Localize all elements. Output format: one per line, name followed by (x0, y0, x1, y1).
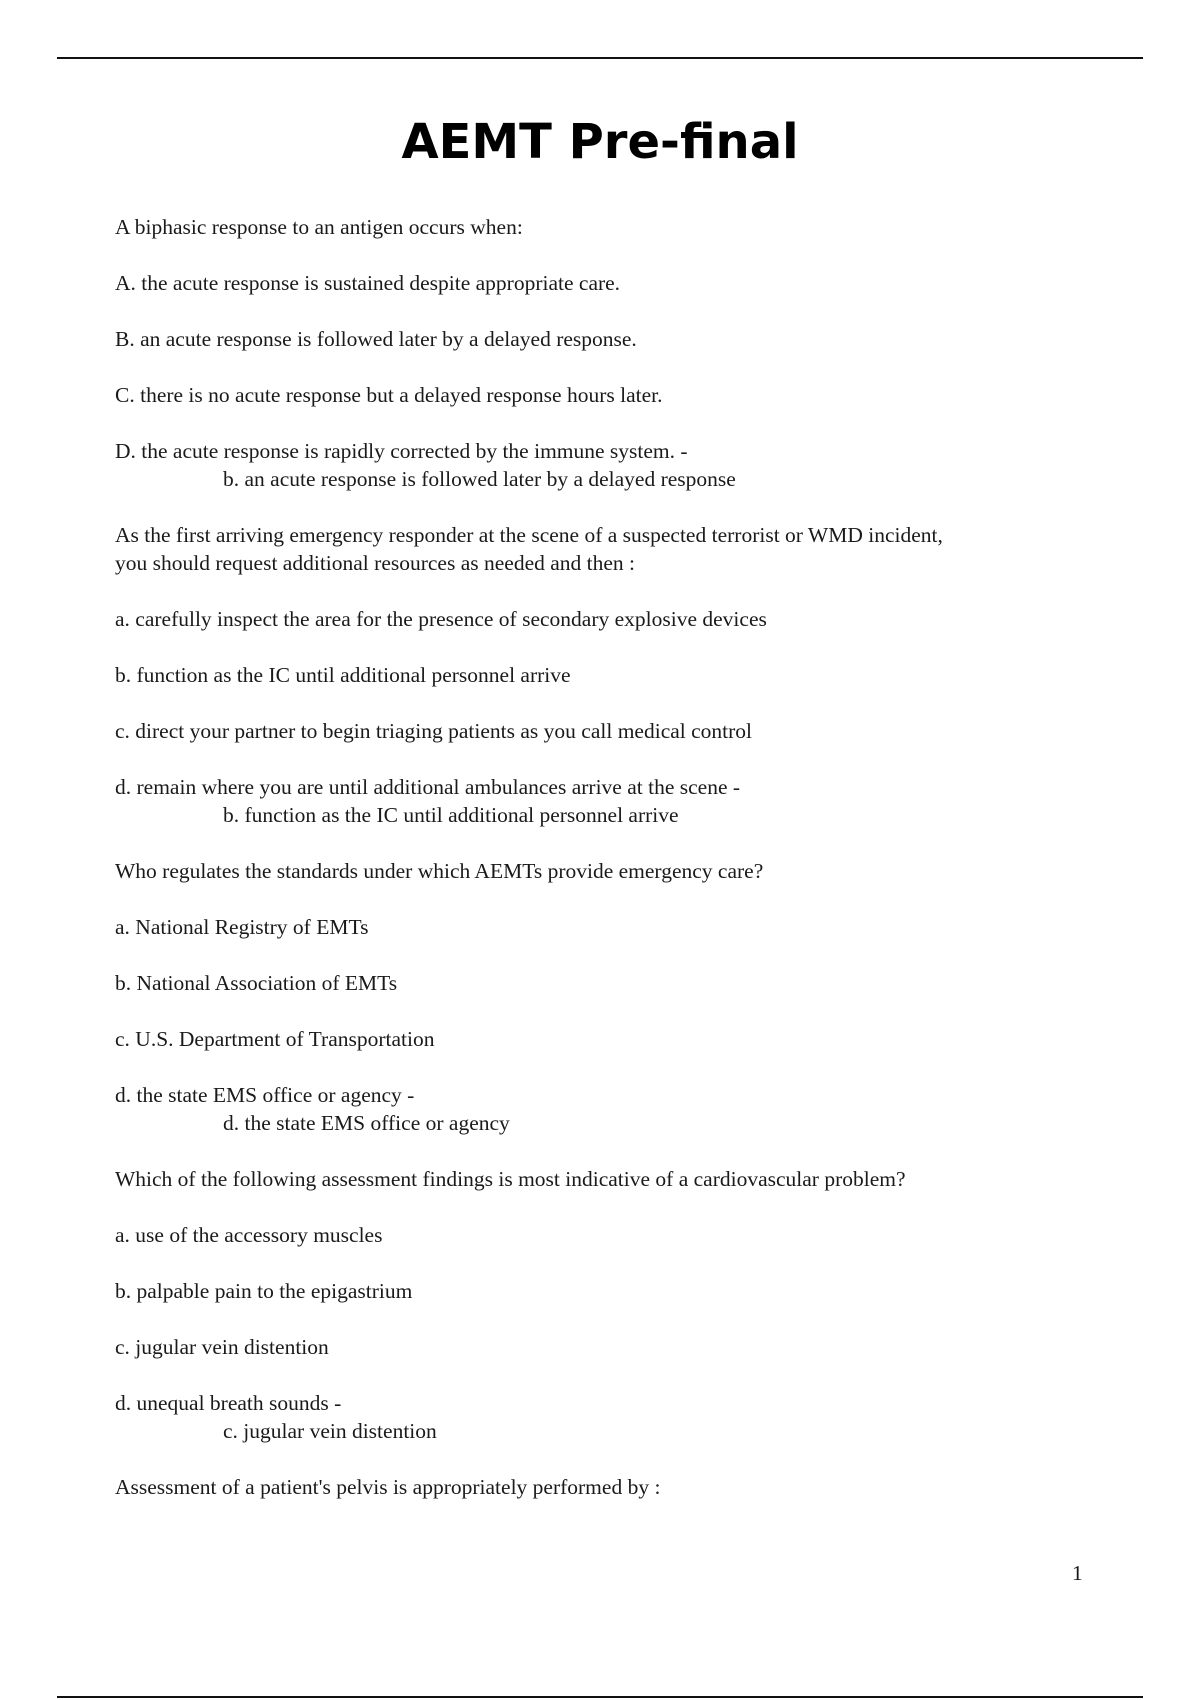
answer-option: A. the acute response is sustained despite appropriate care. (115, 271, 621, 295)
question-prompt: As the first arriving emergency responder at the scene of a suspected terrorist or WMD incident, (115, 523, 943, 547)
answer-option: c. U.S. Department of Transportation (115, 1027, 435, 1051)
answer-option: d. unequal breath sounds - (115, 1391, 342, 1415)
correct-answer: c. jugular vein distention (223, 1419, 437, 1443)
answer-option: b. palpable pain to the epigastrium (115, 1279, 413, 1303)
answer-option: B. an acute response is followed later by a delayed response. (115, 327, 637, 351)
question-block (115, 1165, 1075, 1445)
question-prompt: A biphasic response to an antigen occurs when: (115, 215, 523, 239)
question-block (115, 521, 1075, 829)
document-title: AEMT Pre-final (401, 114, 799, 170)
page-number: 1 (1072, 1561, 1083, 1585)
bottom-rule (57, 1696, 1143, 1698)
answer-option: a. use of the accessory muscles (115, 1223, 383, 1247)
answer-option: d. the state EMS office or agency - (115, 1083, 415, 1107)
question-prompt: you should request additional resources as needed and then : (115, 551, 636, 575)
answer-option: D. the acute response is rapidly corrected by the immune system. - (115, 439, 688, 463)
answer-option: b. function as the IC until additional personnel arrive (115, 663, 571, 687)
answer-option: C. there is no acute response but a delayed response hours later. (115, 383, 663, 407)
answer-option: b. National Association of EMTs (115, 971, 398, 995)
question-block (115, 1473, 1075, 1501)
question-list (115, 213, 1075, 1529)
answer-option: c. direct your partner to begin triaging patients as you call medical control (115, 719, 753, 743)
question-prompt: Which of the following assessment findings is most indicative of a cardiovascular problem? (115, 1167, 906, 1191)
answer-option: c. jugular vein distention (115, 1335, 329, 1359)
answer-option: a. carefully inspect the area for the presence of secondary explosive devices (115, 607, 767, 631)
question-block (115, 213, 1075, 493)
correct-answer: b. function as the IC until additional personnel arrive (223, 803, 679, 827)
question-prompt: Who regulates the standards under which AEMTs provide emergency care? (115, 859, 764, 883)
top-rule (57, 57, 1143, 59)
answer-option: a. National Registry of EMTs (115, 915, 369, 939)
answer-option: d. remain where you are until additional ambulances arrive at the scene - (115, 775, 741, 799)
question-block (115, 857, 1075, 1137)
correct-answer: d. the state EMS office or agency (223, 1111, 510, 1135)
correct-answer: b. an acute response is followed later by a delayed response (223, 467, 736, 491)
question-prompt: Assessment of a patient's pelvis is appropriately performed by : (115, 1475, 661, 1499)
